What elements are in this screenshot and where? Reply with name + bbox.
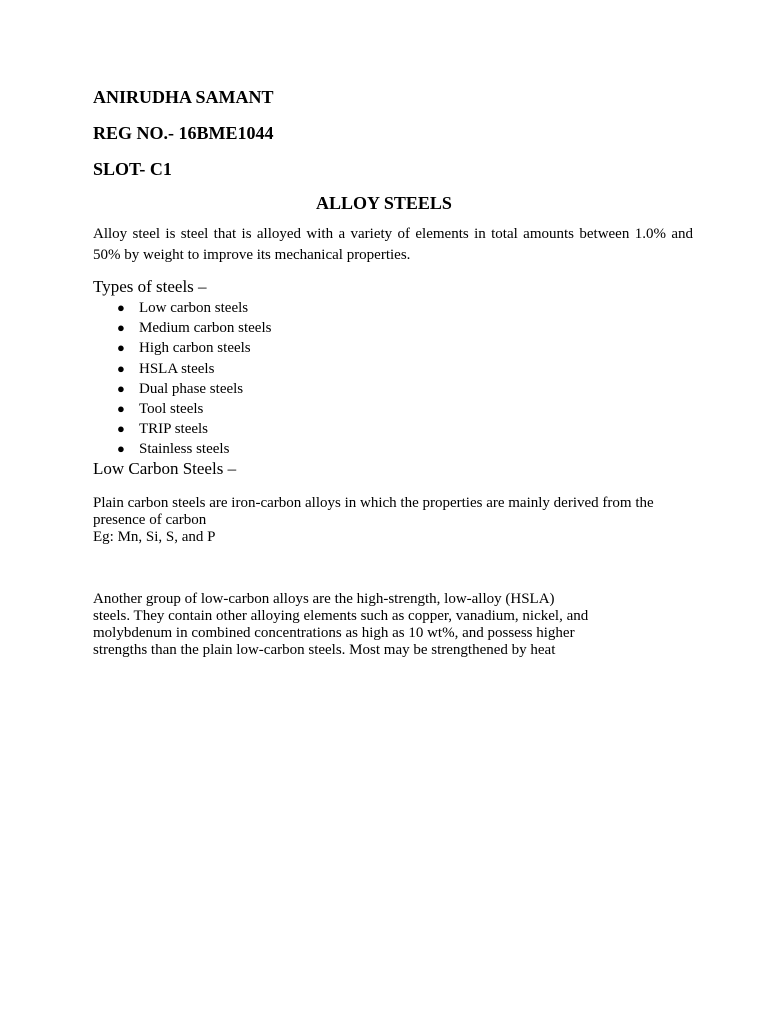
- paragraph-line: molybdenum in combined concentrations as high as 10 wt%, and possess higher: [93, 625, 575, 641]
- list-item-label: Tool steels: [139, 400, 204, 417]
- paragraph-line: strengths than the plain low-carbon steels. Most may be strengthened by heat: [93, 642, 556, 658]
- paragraph-line: Plain carbon steels are iron-carbon alloys in which the properties are mainly derived from the: [93, 495, 654, 511]
- list-item: [93, 359, 271, 379]
- bullet-icon: ●: [117, 300, 125, 315]
- list-item: [93, 379, 271, 399]
- list-item-label: Dual phase steels: [139, 380, 244, 397]
- list-item: [93, 439, 271, 459]
- list-item-label: High carbon steels: [139, 340, 251, 357]
- registration-number: REG NO.- 16BME1044: [93, 123, 274, 143]
- types-list: [93, 298, 271, 460]
- intro-paragraph: Alloy steel is steel that is alloyed with a variety of elements in total amounts between 1.0% and 50% by weight to improve its mechanical properties.: [93, 226, 693, 263]
- bullet-icon: ●: [117, 320, 125, 336]
- list-item-label: Low carbon steels: [139, 300, 249, 316]
- list-item: [93, 318, 271, 338]
- paragraph-line: presence of carbon: [93, 512, 207, 528]
- bullet-icon: ●: [117, 421, 125, 437]
- document-title-text: ALLOY STEELS: [316, 193, 452, 213]
- paragraph-line: Another group of low-carbon alloys are the high-strength, low-alloy (HSLA): [93, 591, 555, 607]
- author-name: ANIRUDHA SAMANT: [93, 87, 274, 107]
- list-item-label: Stainless steels: [139, 441, 230, 458]
- types-heading: Types of steels –: [93, 277, 207, 296]
- list-item: [93, 338, 271, 358]
- paragraph-line: Eg: Mn, Si, S, and P: [93, 529, 216, 545]
- document-title: [0, 192, 768, 214]
- list-item: [93, 399, 271, 419]
- list-item-label: TRIP steels: [139, 421, 209, 438]
- paragraph-line: steels. They contain other alloying elements such as copper, vanadium, nickel, and: [93, 608, 589, 624]
- bullet-icon: ●: [117, 360, 125, 376]
- hsla-paragraph: [93, 591, 693, 659]
- slot-label: SLOT- C1: [93, 159, 172, 179]
- bullet-icon: ●: [117, 441, 125, 457]
- low-carbon-heading: Low Carbon Steels –: [93, 459, 237, 478]
- bullet-icon: ●: [117, 340, 125, 356]
- list-item: [93, 298, 271, 318]
- list-item: [93, 419, 271, 439]
- list-item-label: HSLA steels: [139, 360, 215, 377]
- plain-carbon-paragraph: [93, 495, 693, 546]
- bullet-icon: ●: [117, 380, 125, 396]
- bullet-icon: ●: [117, 400, 125, 416]
- list-item-label: Medium carbon steels: [139, 320, 272, 337]
